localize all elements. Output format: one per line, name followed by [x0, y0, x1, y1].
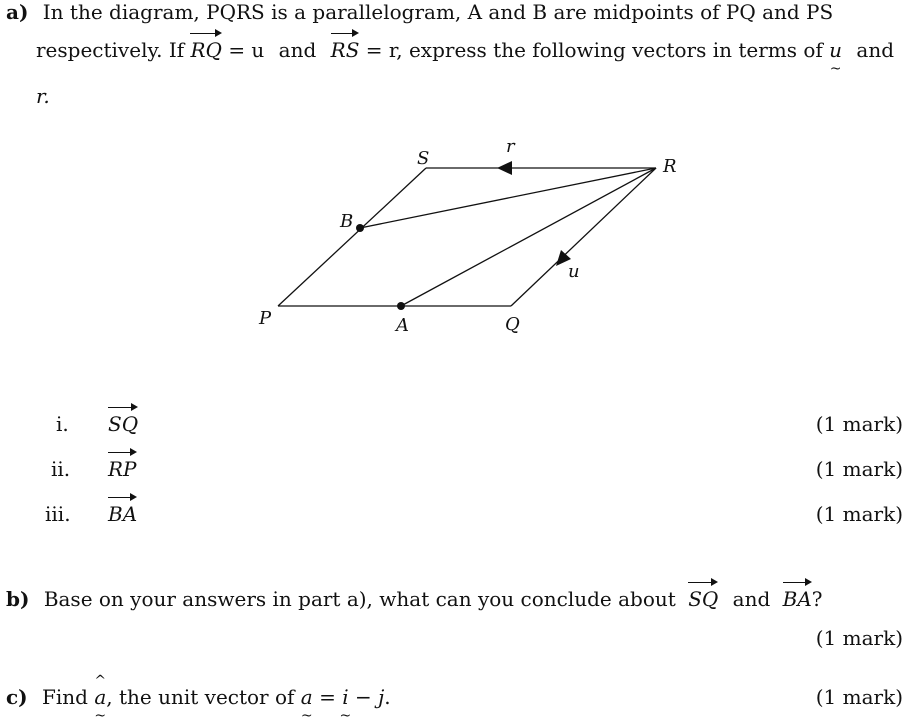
question-iii-vector: [108, 502, 137, 526]
symbol-a: a ~: [301, 685, 313, 709]
symbol-r-end: r.: [36, 84, 50, 108]
symbol-i: i ~: [342, 685, 348, 709]
part-c-eq: =: [319, 685, 336, 709]
part-c-mark: (1 mark): [815, 685, 903, 709]
question-iii-number: iii.: [45, 502, 71, 526]
label-R: R: [663, 156, 677, 177]
part-a-line2-pre: respectively. If: [36, 38, 185, 62]
label-P: P: [259, 308, 272, 329]
vector-sq: SQ: [108, 412, 139, 436]
part-b-question-mark: ?: [811, 587, 823, 611]
label-u: u: [568, 261, 580, 282]
part-a-label: a): [6, 0, 29, 24]
question-ii-vector: [108, 457, 137, 481]
vector-rq: RQ: [190, 38, 222, 62]
arrow-r-icon: [497, 161, 512, 175]
segment-RA: [401, 168, 656, 306]
vector-rp: RP: [108, 457, 137, 481]
side-SP: [278, 168, 426, 306]
question-i-mark: (1 mark): [815, 412, 903, 436]
part-c-minus: −: [354, 685, 372, 709]
eq-r: = r: [365, 38, 397, 62]
part-c-find: Find: [42, 685, 88, 709]
question-ii-mark: (1 mark): [815, 457, 903, 481]
question-i-number: i.: [56, 412, 69, 436]
label-r: r: [506, 136, 515, 157]
label-Q: Q: [505, 314, 520, 335]
label-B: B: [340, 211, 354, 232]
part-a-line2-post: , express the following vectors in terms of: [396, 38, 823, 62]
symbol-u: u ~: [829, 38, 842, 62]
part-b-and: and: [732, 587, 771, 611]
part-c-mid: , the unit vector of: [106, 685, 295, 709]
question-iii-mark: (1 mark): [815, 502, 903, 526]
part-c-label: c): [6, 685, 28, 709]
eq-u: = u: [228, 38, 265, 62]
segment-RB: [360, 168, 656, 228]
question-ii-number: ii.: [51, 457, 71, 481]
part-a-text-line1: In the diagram, PQRS is a parallelogram, A and B are midpoints of PQ and PS: [42, 0, 834, 24]
question-i-vector: [108, 412, 138, 436]
label-A: A: [396, 315, 409, 336]
label-S: S: [417, 148, 430, 169]
part-c-end: .: [384, 685, 391, 709]
and-word-2: and: [856, 38, 895, 62]
point-B: [356, 224, 364, 232]
part-b-vector-ba: BA: [782, 587, 812, 611]
side-QR: [511, 168, 656, 306]
vector-rs: RS: [330, 38, 360, 62]
part-b-mark: (1 mark): [815, 626, 903, 650]
and-word-1: and: [278, 38, 317, 62]
vector-ba: BA: [108, 502, 138, 526]
part-b-text: Base on your answers in part a), what can you conclude about: [43, 587, 676, 611]
part-b-label: b): [6, 587, 30, 611]
point-A: [397, 302, 405, 310]
part-b-vector-sq: SQ: [688, 587, 719, 611]
symbol-a-hat: ^ a ~: [94, 685, 106, 709]
part-c-line: [6, 685, 391, 709]
part-b-line: [6, 587, 823, 611]
symbol-j: j: [378, 685, 385, 709]
